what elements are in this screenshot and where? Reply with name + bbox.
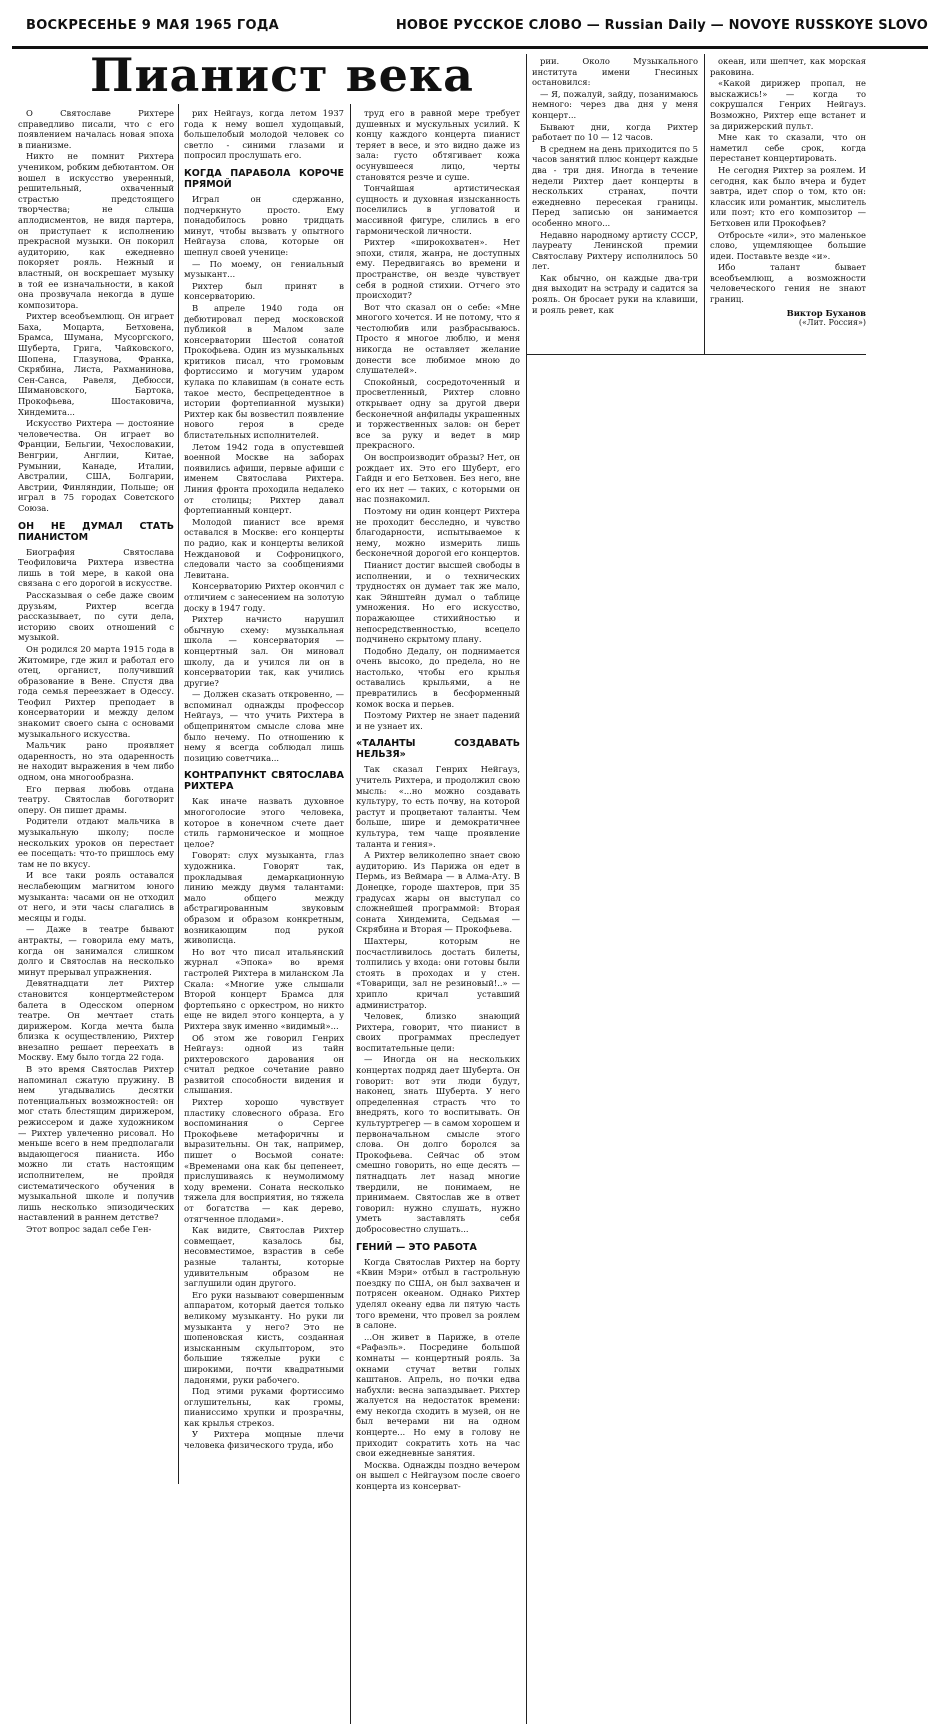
paragraph: Никто не помнит Рихтера учеником, робким дебютантом. Он вошел в искусство уверенный, решительный, охваченный страстью предстоящего творчества; не слыша аплодисментов, не видя партера, он приступает к исполнению прекрасной музыки. Он покорил аудиторию, как ежедневно покоряет рояль. Нежный и властный, он воскрешает музыку в той ее изначальности, в какой она прозвучала некогда в душе композитора. xyxy=(18,151,174,310)
paragraph: Поэтому ни один концерт Рихтера не проходит бесследно, и чувство благодарности, испытываемое к нему, можно измерить лишь бесконечной дорогой его концертов. xyxy=(356,505,520,559)
paragraph: Рихтер «широкохватен». Нет эпохи, стиля, жанра, не доступных ему. Передвигаясь во времени и пространстве, он везде чувствует себя в родной стихии. Отчего это происходит? xyxy=(356,237,520,301)
section-heading: КОНТРАПУНКТ СВЯТОСЛАВА РИХТЕРА xyxy=(184,770,344,793)
paragraph: Отбросьте «или», это маленькое слово, ущемляющее большие идеи. Поставьте везде «и». xyxy=(710,229,866,261)
paragraph: И все таки рояль оставался неслабеющим магнитом юного музыканта: часами он не отходил от него, и эти часы слагались в месяцы и годы. xyxy=(18,870,174,923)
column-rule xyxy=(178,104,179,1484)
paragraph: Об этом же говорил Генрих Нейгауз: одной из тайн рихтеровского дарования он считал редкое сочетание равно развитой способности видения и слышания. xyxy=(184,1032,344,1096)
paragraph: Как обычно, он каждые два-три дня выходит на эстраду и садится за рояль. Он бросает руки на клавиши, и рояль ревет, как xyxy=(532,272,698,315)
paragraph: Пианист достиг высшей свободы в исполнении, и о технических трудностях он думает так же мало, как Эйнштейн думал о таблице умножения. Но его искусство, поражающее стихийностью и непосредственностью, всецело подчинено скрытому плану. xyxy=(356,559,520,645)
column-rule xyxy=(350,104,351,1724)
newspaper-name: НОВОЕ РУССКОЕ СЛОВО — Russian Daily — NOVOYE RUSSKOYE SLOVO xyxy=(395,18,928,33)
paragraph: — Даже в театре бывают антракты, — говорила ему мать, когда он занимался слишком долго и Святослав на несколько минут прерывал упражнения. xyxy=(18,924,174,977)
article-headline: Пианист века xyxy=(90,48,474,102)
paragraph: Подобно Дедалу, он поднимается очень высоко, до предела, но не настолько, чтобы его крылья оставались крыльями, а не превратились в бесформенный комок воска и перьев. xyxy=(356,645,520,709)
paragraph: Его руки называют совершенным аппаратом, который дается только великому музыканту. Но руки ли музыканта у него? Это не шопеновская кисть, созданная изысканным скульптором, это большие тяжелые руки с широкими, почти квадратными ладонями, руки рабочего. xyxy=(184,1289,344,1385)
paragraph: Искусство Рихтера — достояние человечества. Он играет во Франции, Бельгии, Чехословакии, Венгрии, Англии, Китае, Румынии, Канаде, Италии, Австралии, США, Болгарии, Австрии, Финляндии, Польше; он играл в 75 городах Советского Союза. xyxy=(18,418,174,513)
paragraph: Рихтер начисто нарушил обычную схему: музыкальная школа — консерватория — концертный зал. Он миновал школу, да и учился ли он в консерватории так, как учились другие? xyxy=(184,614,344,688)
paragraph: В среднем на день приходится по 5 часов занятий плюс концерт каждые два - три дня. Иногда в течение недели Рихтер дает концерты в нескольких странах, почти ежедневно пересекая границы. Перед записью он занимается особенно много... xyxy=(532,143,698,228)
paragraph: В апреле 1940 года он дебютировал перед московской публикой в Малом зале консерватории Шестой сонатой Прокофьева. Один из музыкальных критиков писал, что громовым фортиссимо и могучим ударом кулака по клавишам (в сонате есть такое место, беспрецедентное в истории фортепианной музыки) Рихтер как бы возвестил появление нового героя в среде блистательных исполнителей. xyxy=(184,302,344,441)
paragraph: ...Он живет в Париже, в отеле «Рафаэль». Посредине большой комнаты — концертный рояль. За окнами стучат ветви голых каштанов. Апрель, но почки едва набухли: весна запаздывает. Рихтер жалуется на недостаток времени: ему некогда сходить в музей, он не был вечерами ни на одном концерте... Но ему в голову не приходит сократить хоть на час свои ежедневные занятия. xyxy=(356,1331,520,1459)
column-4 xyxy=(532,56,698,352)
paragraph: — Иногда он на нескольких концертах подряд дает Шуберта. Он говорит: вот эти люди будут, наконец, знать Шуберта. У него определенная страсть что то внедрять, кого то воспитывать. Он культуртрегер — в самом хорошем и первоначальном смысле этого слова. Он долго боролся за Прокофьева. Сейчас об этом смешно говорить, но еще десять — пятнадцать лет назад многие твердили, не понимаем, не принимаем. Святослав же в ответ говорил: нужно слушать, нужно уметь заставлять себя добросовестно слушать... xyxy=(356,1054,520,1234)
paragraph: Спокойный, сосредоточенный и просветленный, Рихтер словно открывает одну за другой двери бесконечной анфилады украшенных и торжественных залов: он берет все за руку и ведет в мир прекрасного. xyxy=(356,376,520,451)
paragraph: Его первая любовь отдана театру. Святослав боготворит оперу. Он пишет драмы. xyxy=(18,783,174,815)
column-rule xyxy=(704,54,705,354)
paragraph: Девятнадцати лет Рихтер становится концертмейстером балета в Одесском оперном театре. Он мечтает стать дирижером. Когда мечта была близка к осуществлению, Рихтер внезапно решает переехать в Москву. Ему было тогда 22 года. xyxy=(18,978,174,1063)
paragraph: рих Нейгауз, когда летом 1937 года к нему вошел худощавый, большелобый молодой человек со светло - синими глазами и попросил прослушать его. xyxy=(184,108,344,161)
paragraph: Не сегодня Рихтер за роялем. И сегодня, как было вчера и будет завтра, идет спор о том, кто он: классик или романтик, мыслитель или поэт; кто его композитор — Бетховен или Прокофьев? xyxy=(710,164,866,228)
paragraph: Биография Святослава Теофиловича Рихтера известна лишь в той мере, в какой она связана с его дорогой в искусстве. xyxy=(18,546,174,589)
paragraph: Как иначе назвать духовное многоголосие этого человека, которое в конечном счете дает стиль гармоническое и мощное целое? xyxy=(184,796,344,849)
column-1 xyxy=(18,108,174,1348)
paragraph: — Я, пожалуй, зайду, позанимаюсь немного: через два дня у меня концерт... xyxy=(532,88,698,120)
column-3 xyxy=(356,108,520,1723)
paragraph: Вот что сказал он о себе: «Мне многого хочется. И не потому, что я честолюбив или разбрасываюсь. Просто я многое люблю, и меня никогда не оставляет желание донести все любимое мною до слушателей». xyxy=(356,301,520,376)
paragraph: Консерваторию Рихтер окончил с отличием с занесением на золотую доску в 1947 году. xyxy=(184,581,344,613)
paragraph: Этот вопрос задал себе Ген- xyxy=(26,1223,152,1234)
paragraph: Он родился 20 марта 1915 года в Житомире, где жил и работал его отец, органист, получивший образование в Вене. Спустя два года семья переезжает в Одессу. Теофил Рихтер преподает в консерватории и между делом знакомит своего сына с основами музыкального искусства. xyxy=(18,643,174,739)
paragraph: Шахтеры, которым не посчастливилось достать билеты, толпились у входа: они готовы были стоять в проходах и у стен. «Товарищи, зал не резиновый!..» — хрипло кричал уставший администратор. xyxy=(356,935,520,1010)
paragraph: Человек, близко знающий Рихтера, говорит, что пианист в своих программах преследует воспитательные цели: xyxy=(356,1011,520,1053)
paragraph: Москва. Однажды поздно вечером он вышел с Нейгаузом после своего концерта из консерват- xyxy=(356,1459,520,1492)
section-heading: «ТАЛАНТЫ СОЗДАВАТЬ НЕЛЬЗЯ» xyxy=(356,738,520,761)
paragraph: труд его в равной мере требует душевных и мускульных усилий. К концу каждого концерта пианист теряет в весе, и это видно даже из зала: густо обтягивает кожа осунувшееся лицо, черты становятся резче и суше. xyxy=(356,108,520,182)
paragraph: Поэтому Рихтер не знает падений и не узнает их. xyxy=(356,710,520,731)
source-credit: («Лит. Россия») xyxy=(798,318,866,328)
paragraph: О Святославе Рихтере справедливо писали, что с его появлением началась новая эпоха в пианизме. xyxy=(18,108,174,150)
section-heading: ГЕНИЙ — ЭТО РАБОТА xyxy=(356,1241,477,1253)
paragraph: Когда Святослав Рихтер на борту «Квин Мэри» отбыл в гастрольную поездку по США, он был захвачен и потрясен океаном. Однако Рихтер уделял океану едва ли пятую часть того времени, что провел за роялем в салоне. xyxy=(356,1256,520,1331)
paragraph: Недавно народному артисту СССР, лауреату Ленинской премии Святославу Рихтеру исполнилось 50 лет. xyxy=(532,229,698,272)
paragraph: Родители отдают мальчика в музыкальную школу; после нескольких уроков он перестает ее посещать: что-то пришлось ему там не по вкусу. xyxy=(18,816,174,869)
paragraph: Но вот что писал итальянский журнал «Эпока» во время гастролей Рихтера в миланском Ла Скала: «Многие уже слышали Второй концерт Брамса для фортепьяно с оркестром, но никто еще не видел этого концерта, а у Рихтера звук именно «видимый»... xyxy=(184,946,344,1031)
paragraph: Бывают дни, когда Рихтер работает по 10 — 12 часов. xyxy=(532,121,698,143)
column-rule xyxy=(526,54,527,1724)
paragraph: океан, или шепчет, как морская раковина. xyxy=(710,56,866,77)
paragraph: Тончайшая артистическая сущность и духовная изысканность поселились в угловатой и массивной фигуре, слились в его гармонической личности. xyxy=(356,183,520,236)
paragraph: Мне как то сказали, что он наметил себе срок, когда перестанет концертировать. xyxy=(710,132,866,164)
issue-date: ВОСКРЕСЕНЬЕ 9 МАЯ 1965 ГОДА xyxy=(26,18,280,33)
paragraph: Летом 1942 года в опустевшей военной Москве на заборах появились афиши, первые афиши с именем Святослава Рихтера. Линия фронта проходила недалеко от столицы; Рихтер давал фортепианный концерт. xyxy=(184,441,344,516)
paragraph: Ибо талант бывает всеобъемлющ, а возможности человеческого гения не знают границ. xyxy=(710,262,866,305)
paragraph: Говорят: слух музыканта, глаз художника. Говорят так, прокладывая демаркационную линию между двумя талантами: мало общего между абстрагированным звуковым образом и образом конкретным, возникающим под рукой живописца. xyxy=(184,850,344,946)
paragraph: В это время Святослав Рихтер напоминал сжатую пружину. В нем угадывались десятки потенциальных возможностей: он мог стать блестящим дирижером, режиссером и даже художником — Рихтер увлеченно рисовал. Но меньше всего в нем предполагали выдающегося пианиста. Ибо можно ли стать настоящим исполнителем, не пройдя систематического обучения в музыкальной школе и получив лишь несколько эпизодических наставлений в раннем детстве? xyxy=(18,1064,174,1223)
paragraph: Рихтер всеобъемлющ. Он играет Баха, Моцарта, Бетховена, Брамса, Шумана, Мусоргского, Шуберта, Грига, Чайковского, Шопена, Глазунова, Франка, Скрябина, Листа, Рахманинова, Сен-Санса, Равеля, Дебюсси, Шимановского, Бартока, Прокофьева, Шостаковича, Хиндемита... xyxy=(18,311,174,417)
paragraph: — По моему, он гениальный музыкант... xyxy=(184,258,344,280)
paragraph: Как видите, Святослав Рихтер совмещает, казалось бы, несовместимое, взрастив в себе разные таланты, которые удивительным образом не заглушили один другого. xyxy=(184,1225,344,1289)
paragraph: рии. Около Музыкального института имени Гнесиных остановился: xyxy=(532,56,698,88)
column-2 xyxy=(184,108,344,1583)
paragraph: Так сказал Генрих Нейгауз, учитель Рихтера, и продолжил свою мысль: «...но можно создавать культуру, то есть почву, на которой растут и процветают таланты. Чем больше, шире и демократичнее культура, тем чаще проявление таланта и гения». xyxy=(356,764,520,849)
paragraph: «Какой дирижер пропал, не выскажись!» — когда то сокрушался Генрих Нейгауз. Возможно, Рихтер еще встанет и за дирижерский пульт. xyxy=(710,78,866,131)
paragraph: Играл он сдержанно, подчеркнуто просто. Ему понадобилось ровно тридцать минут, чтобы вызвать у опытного Нейгауза слова, которые он шепнул своей ученице: xyxy=(184,193,344,257)
paragraph: Молодой пианист все время оставался в Москве: его концерты по радио, как и концерты великой Неждановой и Софроницкого, следовали часто за сообщениями Левитана. xyxy=(184,516,344,580)
paragraph: Он воспроизводит образы? Нет, он рождает их. Это его Шуберт, его Гайдн и его Бетховен. Без него, вне его их нет — таких, с которыми он нас познакомил. xyxy=(356,452,520,505)
paragraph: Рассказывая о себе даже своим друзьям, Рихтер всегда рассказывает, по сути дела, историю своих отношений с музыкой. xyxy=(18,589,174,643)
paragraph: Мальчик рано проявляет одаренность, но эта одаренность не находит выражения в чем либо одном, она многообразна. xyxy=(18,740,174,783)
paragraph: У Рихтера мощные плечи человека физического труда, ибо xyxy=(184,1429,344,1451)
masthead xyxy=(12,12,928,49)
author-signature: Виктор Буханов xyxy=(786,307,866,318)
paragraph: — Должен сказать откровенно, — вспоминал однажды профессор Нейгауз, — что учить Рихтера в общепринятом смысле слова мне было нечему. По отношению к нему я всегда соблюдал лишь позицию советчика... xyxy=(184,689,344,763)
paragraph: Под этими руками фортиссимо оглушительны, как громы, пианиссимо хрупки и прозрачны, как крылья стрекоз. xyxy=(184,1386,344,1428)
section-heading: ОН НЕ ДУМАЛ СТАТЬ ПИАНИСТОМ xyxy=(18,520,174,543)
section-heading: КОГДА ПАРАБОЛА КОРОЧЕ ПРЯМОЙ xyxy=(184,167,344,190)
column-5 xyxy=(710,56,866,352)
paragraph: А Рихтер великолепно знает свою аудиторию. Из Парижа он едет в Пермь, из Веймара — в Алма-Ату. В Донецке, городе шахтеров, при 35 градусах жары он выступал со сложнейшей программой: Вторая соната Хиндемита, Седьмая — Скрябина и Вторая — Прокофьева. xyxy=(356,850,520,935)
column-rule xyxy=(526,354,866,355)
paragraph: Рихтер хорошо чувствует пластику словесного образа. Его воспоминания о Сергее Прокофьеве метафоричны и выразительны. Он так, например, пишет о Восьмой сонате: «Временами она как бы цепенеет, прислушиваясь к неумолимому ходу времени. Соната несколько тяжела для восприятия, но тяжела от богатства — как дерево, отягченное плодами». xyxy=(184,1097,344,1224)
paragraph: Рихтер был принят в консерваторию. xyxy=(184,280,344,302)
